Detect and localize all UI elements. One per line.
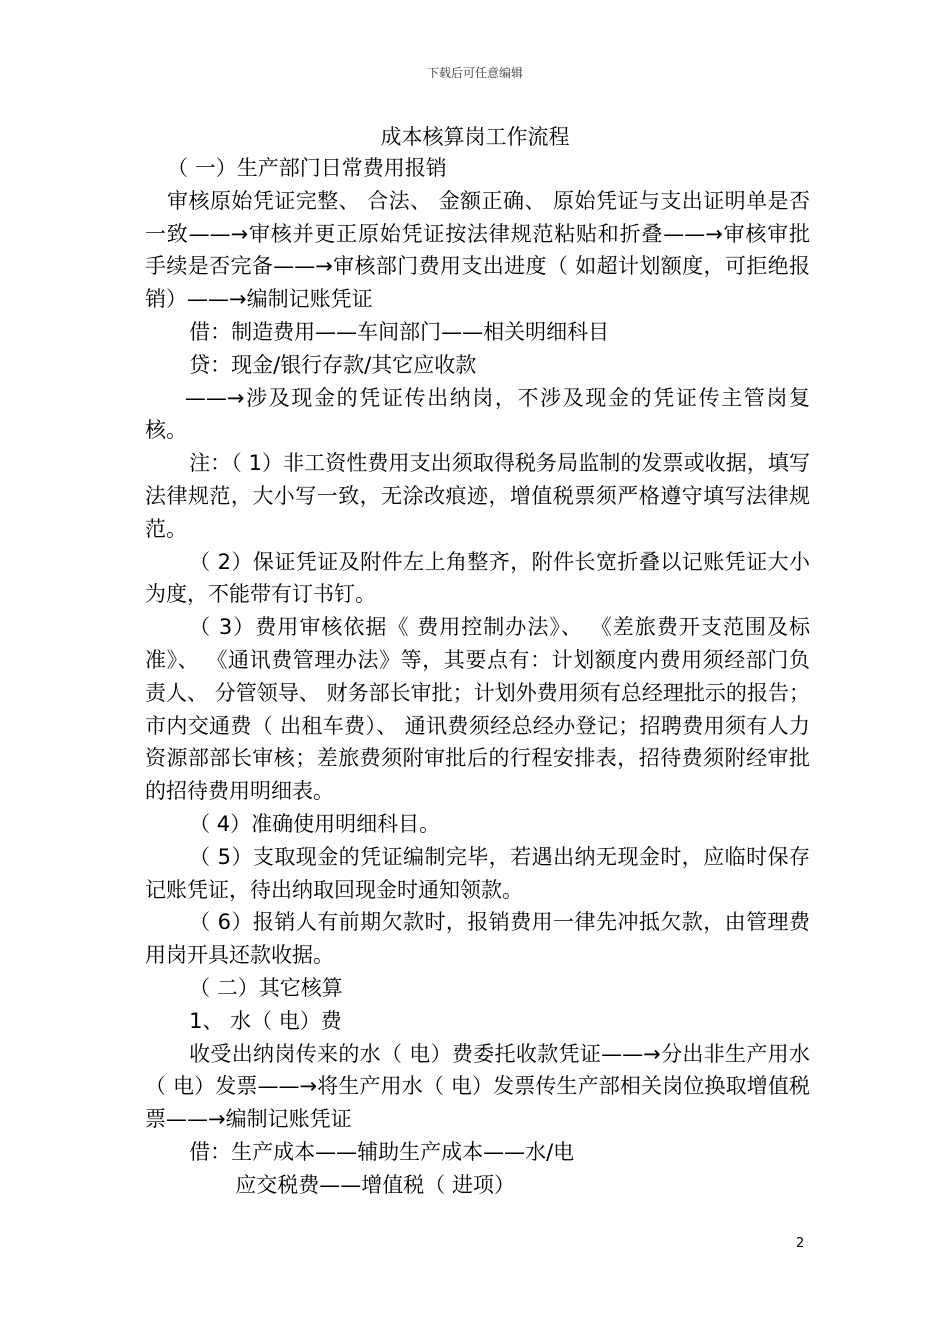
note-4: （ 4）准确使用明细科目。	[189, 811, 441, 836]
document-title: 成本核算岗工作流程	[380, 125, 570, 149]
debit-entry: 借：制造费用——车间部门——相关明细科目	[189, 319, 610, 344]
note-3: （ 3）费用审核依据《 费用控制办法》、 《差旅费开支范围及标准》、 《通讯费管理办法》等，其要点有：计划额度内费用须经部门负责人、 分管领导、 财务部长审批；计划外费用须有总经理批示的报告；市内交通费（ 出租车费）、 通讯费须经总经办登记；招聘费用须有人力资源部部长审核；差旅费须附审批后的行程安排表，招待费须附经审批的招待费用明细表。	[145, 615, 810, 804]
note-5: （ 5）支取现金的凭证编制完毕，若遇出纳无现金时，应临时保存记账凭证，待出纳取回现金时通知领款。	[145, 844, 810, 902]
paragraph-utilities-flow: 收受出纳岗传来的水（ 电）费委托收款凭证——→分出非生产用水（ 电）发票——→将生产用水（ 电）发票传生产部相关岗位换取增值税票——→编制记账凭证	[145, 1041, 810, 1132]
paragraph-voucher-transfer: ——→涉及现金的凭证传出纳岗，不涉及现金的凭证传主管岗复核。	[145, 385, 810, 443]
note-6: （ 6）报销人有前期欠款时，报销费用一律先冲抵欠款，由管理费用岗开具还款收据。	[145, 910, 810, 968]
debit-entry-vat: 应交税费——增值税（ 进项）	[235, 1172, 515, 1197]
document-body	[145, 152, 810, 1202]
note-2: （ 2）保证凭证及附件左上角整齐，附件长宽折叠以记账凭证大小为度，不能带有订书钉。	[145, 549, 810, 607]
section-heading-1: （ 一）生产部门日常费用报销	[167, 156, 447, 180]
paragraph-reimbursement-flow: 审核原始凭证完整、 合法、 金额正确、 原始凭证与支出证明单是否一致——→审核并更正原始凭证按法律规范粘贴和折叠——→审核审批手续是否完备——→审核部门费用支出进度（ 如超计划额度，可拒绝报销）——→编制记账凭证	[145, 188, 810, 312]
debit-entry-utilities: 借：生产成本——辅助生产成本——水/电	[189, 1139, 575, 1164]
page-header: 下载后可任意编辑	[426, 66, 523, 80]
credit-entry: 贷：现金/银行存款/其它应收款	[189, 352, 477, 377]
note-1: 注：（ 1）非工资性费用支出须取得税务局监制的发票或收据，填写法律规范，大小写一致，无涂改痕迹，增值税票须严格遵守填写法律规范。	[145, 451, 810, 541]
section-heading-2: （ 二）其它核算	[189, 975, 343, 1000]
subsection-heading-utilities: 1、 水（ 电）费	[189, 1008, 342, 1033]
page-number: 2	[796, 1236, 805, 1251]
